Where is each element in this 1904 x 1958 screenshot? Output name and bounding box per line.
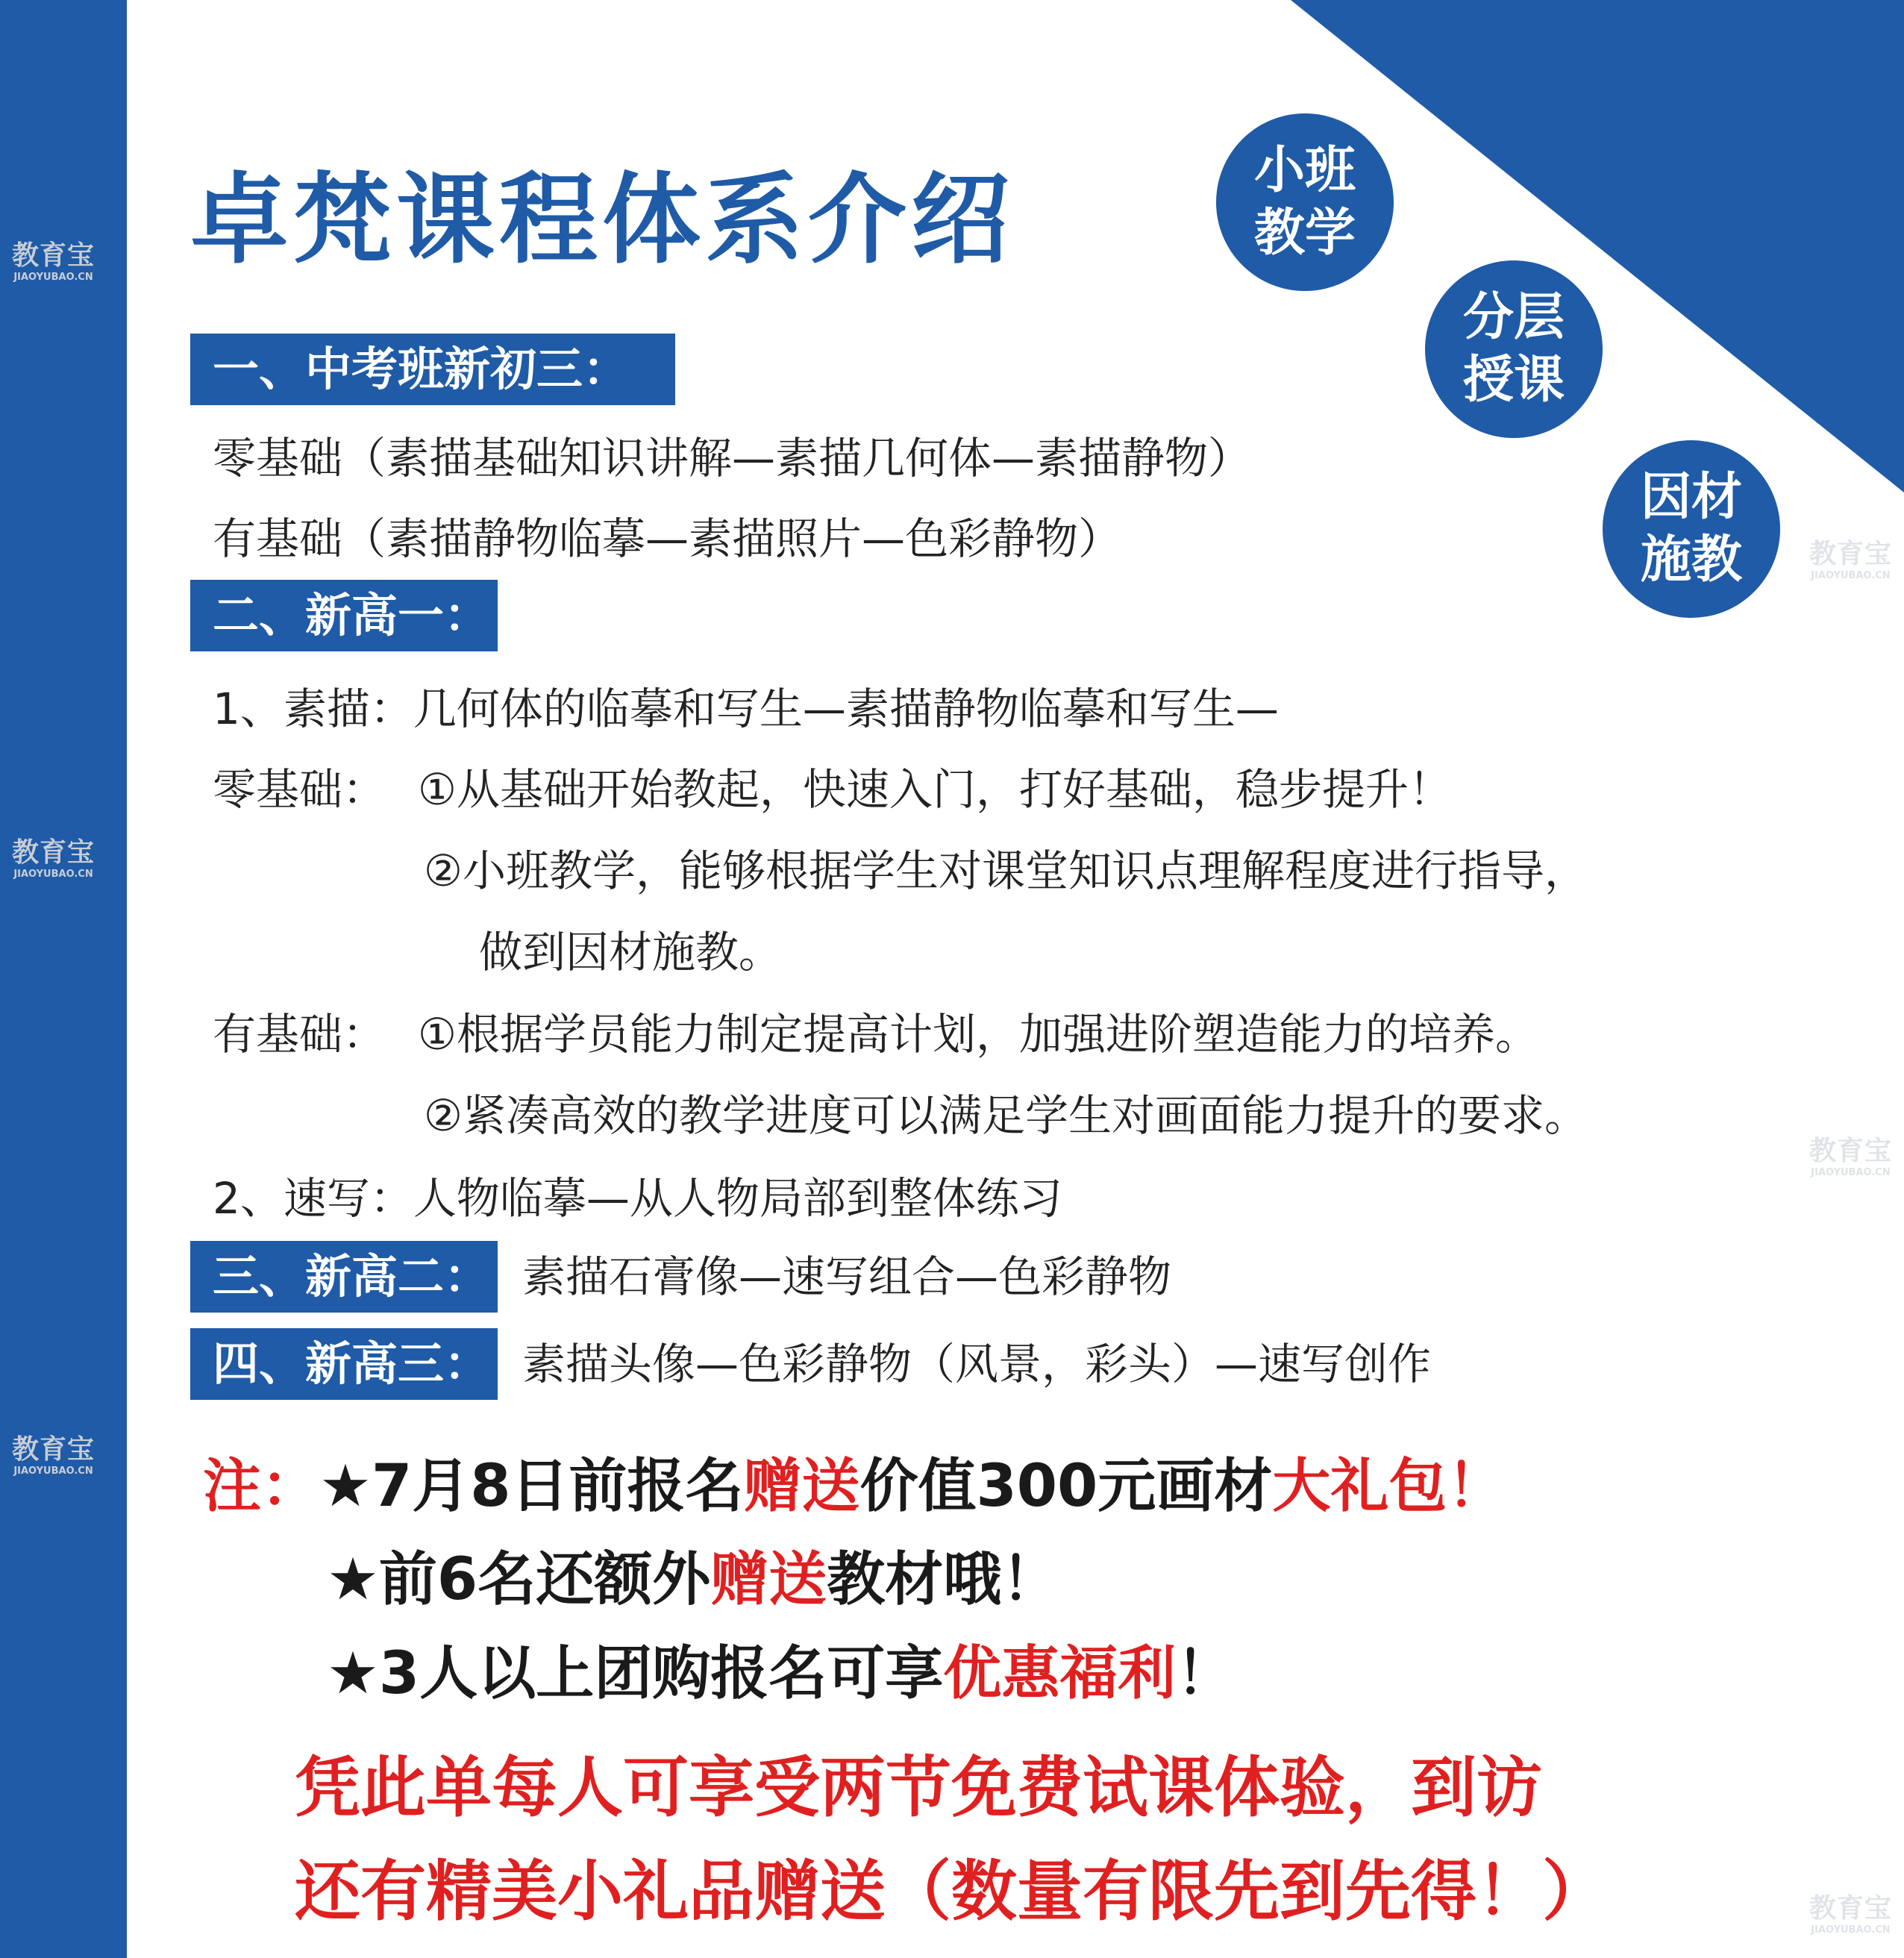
watermark-logo: 教育宝 JIAOYUBAO.CN [12, 837, 95, 880]
course-line: 零基础（素描基础知识讲解—素描几何体—素描静物） [213, 433, 1252, 484]
course-line: ①根据学员能力制定提高计划，加强进阶塑造能力的培养。 [418, 1009, 1538, 1060]
section-header: 三、新高二： [190, 1241, 498, 1313]
section-header: 四、新高三： [190, 1328, 498, 1400]
course-line: ②小班教学，能够根据学生对课堂知识点理解程度进行指导， [424, 845, 1588, 896]
section-header: 二、新高一： [190, 580, 498, 651]
note-line: ★3人以上团购报名可享优惠福利！ [327, 1640, 1235, 1707]
course-line: 1、素描：几何体的临摹和写生—素描静物临摹和写生— [213, 684, 1279, 734]
section-header: 一、中考班新初三： [190, 334, 675, 405]
page-title: 卓梵课程体系介绍 [190, 163, 1014, 278]
offer-line: 还有精美小礼品赠送（数量有限先到先得！） [295, 1853, 1609, 1930]
badge-layered-teaching: 分层 授课 [1416, 251, 1612, 447]
course-line: 素描石膏像—速写组合—色彩静物 [522, 1251, 1172, 1302]
level-label: 零基础： [213, 764, 386, 815]
note-line: 注：★7月8日前报名赠送价值300元画材大礼包！ [203, 1453, 1506, 1520]
course-line: ②紧凑高效的教学进度可以满足学生对画面能力提升的要求。 [424, 1090, 1588, 1141]
watermark-logo: 教育宝 JIAOYUBAO.CN [1809, 1136, 1892, 1178]
offer-line: 凭此单每人可享受两节免费试课体验，到访 [295, 1749, 1543, 1826]
level-label: 有基础： [213, 1009, 386, 1060]
course-line: ①从基础开始教起，快速入门，打好基础，稳步提升！ [418, 764, 1452, 815]
course-line: 做到因材施教。 [479, 927, 783, 978]
note-label: 注： [203, 1453, 320, 1520]
note-line: ★前6名还额外赠送教材哦！ [327, 1546, 1060, 1613]
course-line: 素描头像—色彩静物（风景，彩头）—速写创作 [522, 1339, 1432, 1389]
watermark-logo: 教育宝 JIAOYUBAO.CN [12, 1434, 95, 1477]
watermark-logo: 教育宝 JIAOYUBAO.CN [1809, 1893, 1892, 1936]
course-line: 2、速写：人物临摹—从人物局部到整体练习 [213, 1173, 1062, 1224]
badge-small-class: 小班 教学 [1207, 104, 1403, 300]
watermark-logo: 教育宝 JIAOYUBAO.CN [12, 240, 95, 283]
watermark-logo: 教育宝 JIAOYUBAO.CN [1809, 539, 1892, 581]
course-line: 有基础（素描静物临摹—素描照片—色彩静物） [213, 513, 1122, 564]
badge-individualized: 因材 施教 [1594, 431, 1789, 627]
